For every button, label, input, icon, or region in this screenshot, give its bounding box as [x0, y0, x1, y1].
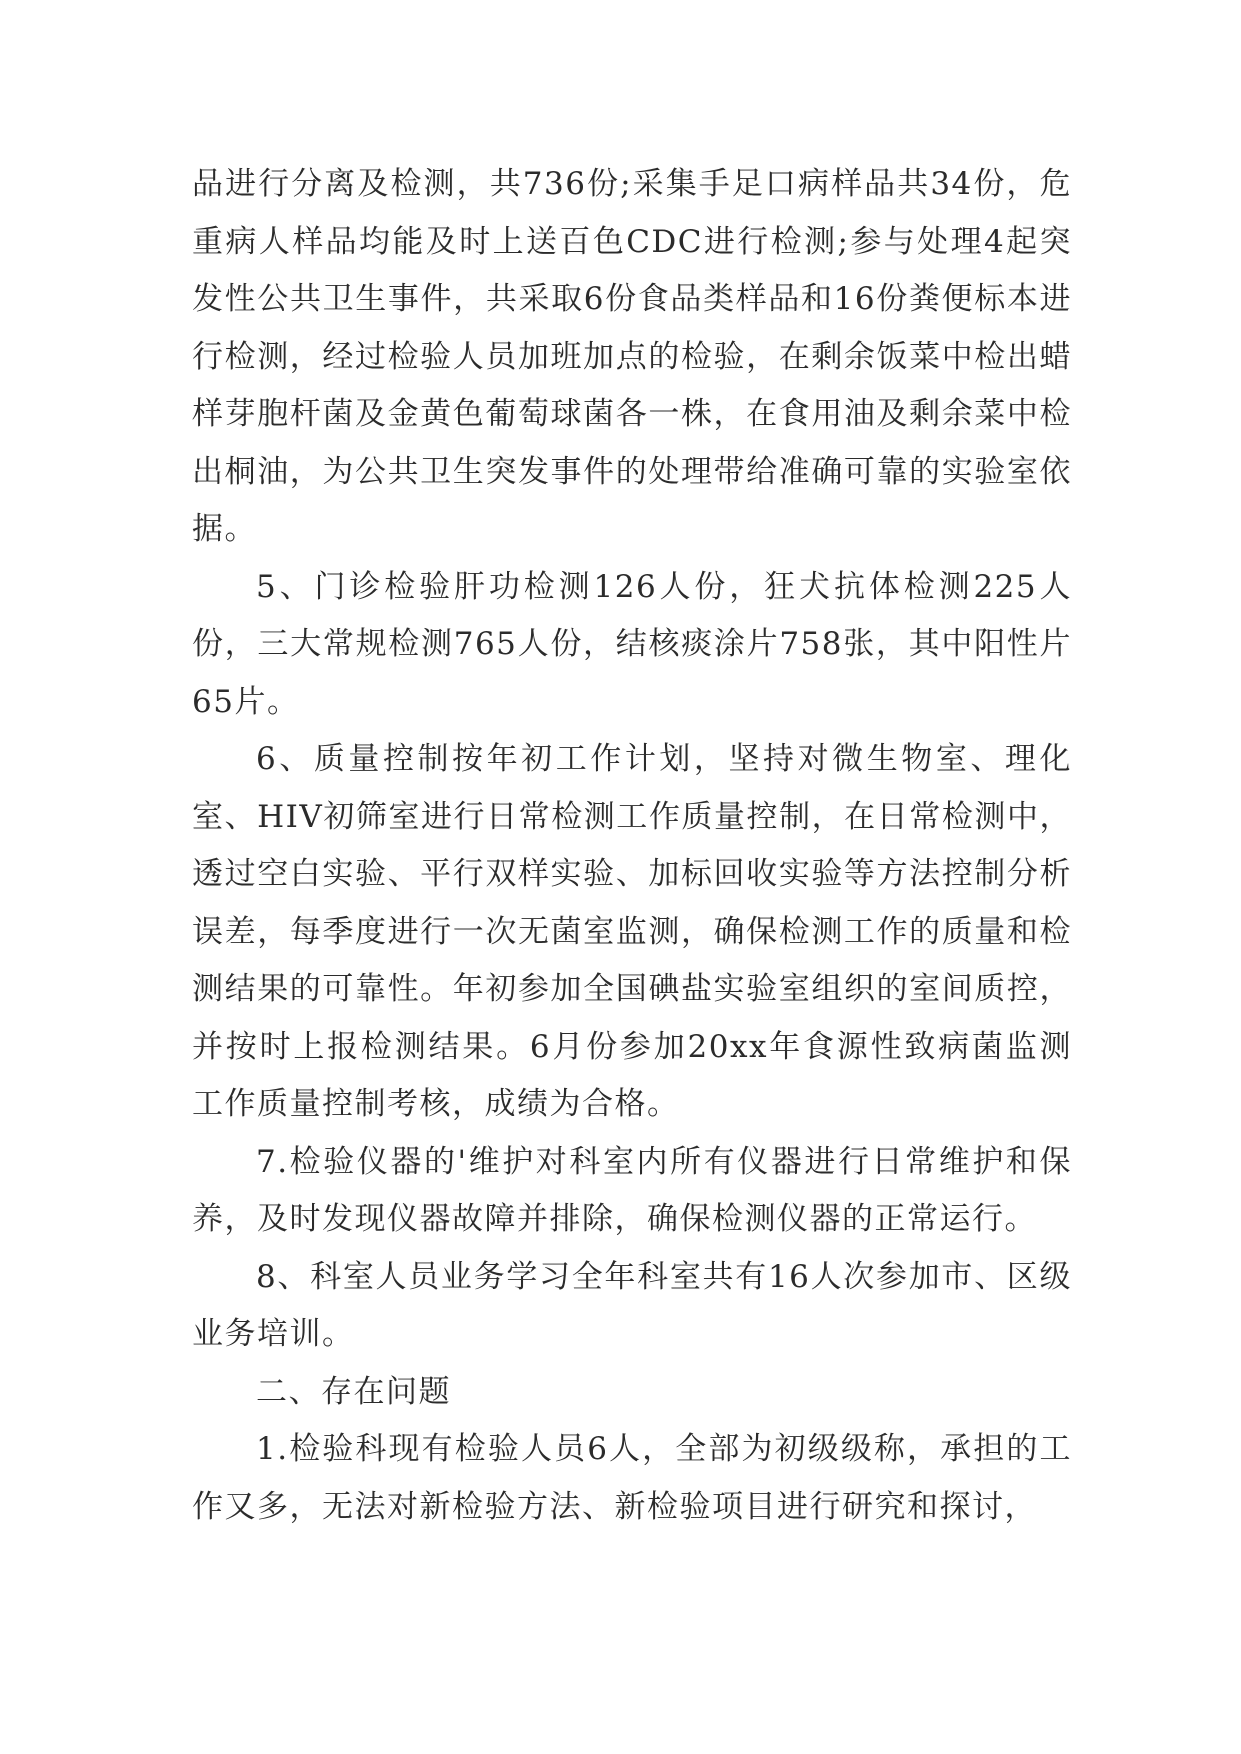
section-heading-problems: 二、存在问题 [256, 1373, 451, 1410]
paragraph-item-8: 8、科室人员业务学习全年科室共有16人次参加市、区级业务培训。 [192, 1258, 1072, 1352]
paragraph-item-6: 6、质量控制按年初工作计划，坚持对微生物室、理化室、HIV初筛室进行日常检测工作质量控制，在日常检测中，透过空白实验、平行双样实验、加标回收实验等方法控制分析误差，每季度进行一次无菌室监测，确保检测工作的质量和检测结果的可靠性。年初参加全国碘盐实验室组织的室间质控，并按时上报检测结果。6月份参加20xx年食源性致病菌监测工作质量控制考核，成绩为合格。 [192, 741, 1072, 1122]
paragraph-item-5: 5、门诊检验肝功检测126人份，狂犬抗体检测225人份，三大常规检测765人份，结核痰涂片758张，其中阳性片65片。 [192, 568, 1072, 720]
paragraph-continuation: 品进行分离及检测，共736份;采集手足口病样品共34份，危重病人样品均能及时上送百色CDC进行检测;参与处理4起突发性公共卫生事件，共采取6份食品类样品和16份粪便标本进行检测，经过检验人员加班加点的检验，在剩余饭菜中检出蜡样芽胞杆菌及金黄色葡萄球菌各一株，在食用油及剩余菜中检出桐油，为公共卫生突发事件的处理带给准确可靠的实验室依据。 [192, 166, 1072, 547]
document-body [192, 156, 1072, 1536]
paragraph-problem-1: 1.检验科现有检验人员6人，全部为初级级称，承担的工作又多，无法对新检验方法、新检验项目进行研究和探讨， [192, 1431, 1072, 1525]
paragraph-item-7: 7.检验仪器的'维护对科室内所有仪器进行日常维护和保养，及时发现仪器故障并排除，确保检测仪器的正常运行。 [192, 1143, 1072, 1237]
